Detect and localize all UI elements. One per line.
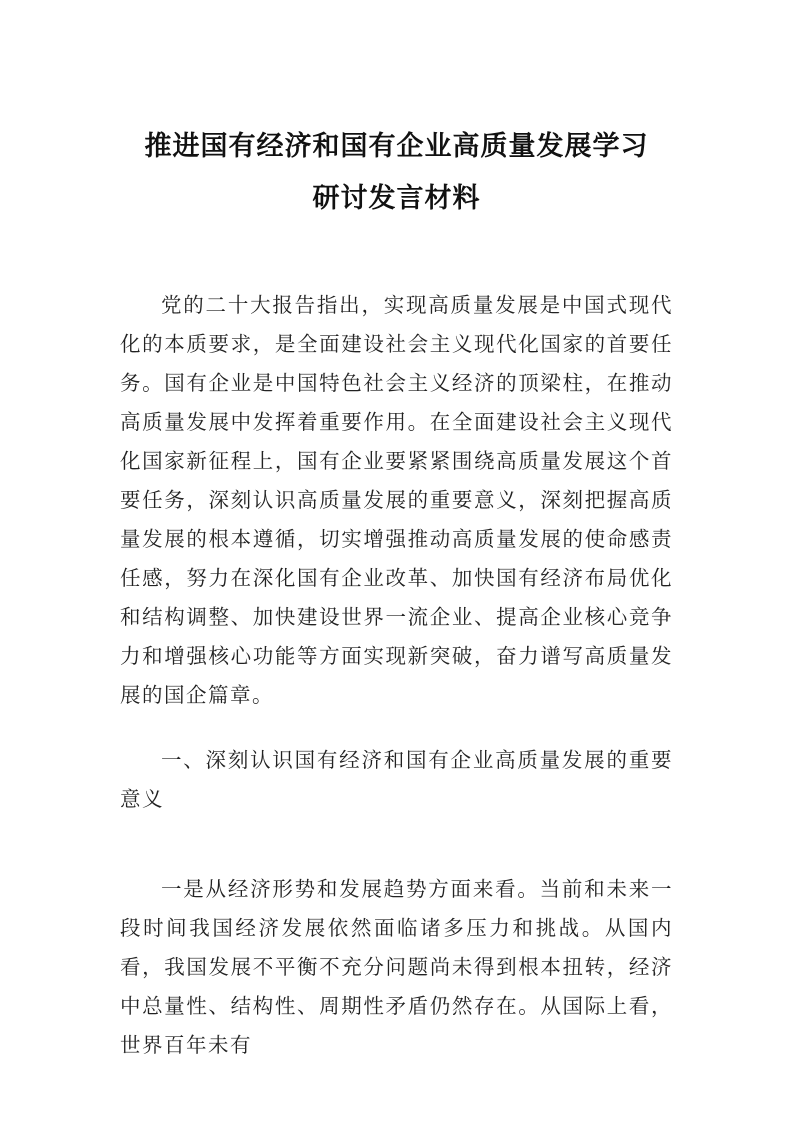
title-line-2: 研讨发言材料 — [312, 183, 481, 214]
intro-paragraph-block — [120, 286, 673, 715]
section-heading-block — [120, 741, 673, 819]
document-title — [120, 121, 673, 225]
intro-paragraph: 党的二十大报告指出，实现高质量发展是中国式现代化的本质要求，是全面建设社会主义现代化国家的首要任务。国有企业是中国特色社会主义经济的顶梁柱，在推动高质量发展中发挥着重要作用。在全面建设社会主义现代化国家新征程上，国有企业要紧紧围绕高质量发展这个首要任务，深刻认识高质量发展的重要意义，深刻把握高质量发展的根本遵循，切实增强推动高质量发展的使命感责任感，努力在深化国有企业改革、加快国有经济布局优化和结构调整、加快建设世界一流企业、提高企业核心竞争力和增强核心功能等方面实现新突破，奋力谱写高质量发展的国企篇章。 — [120, 293, 673, 707]
body-paragraph: 一是从经济形势和发展趋势方面来看。当前和未来一段时间我国经济发展依然面临诸多压力和挑战。从国内看，我国发展不平衡不充分问题尚未得到根本扭转，经济中总量性、结构性、周期性矛盾仍然存在。从国际上看，世界百年未有 — [120, 877, 673, 1057]
title-line-1: 推进国有经济和国有企业高质量发展学习 — [144, 131, 649, 162]
section-heading: 一、深刻认识国有经济和国有企业高质量发展的重要意义 — [120, 748, 673, 811]
body-paragraph-block — [120, 870, 673, 1065]
